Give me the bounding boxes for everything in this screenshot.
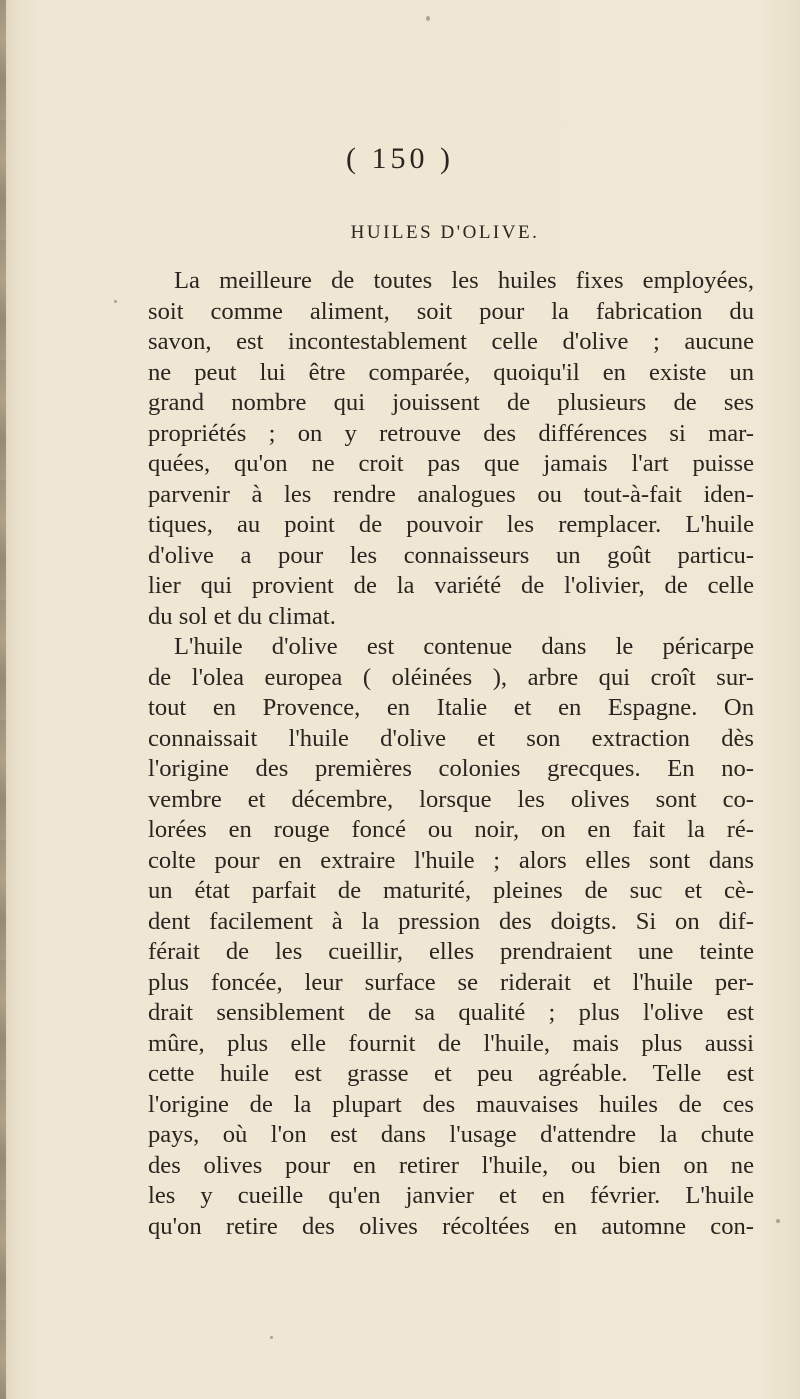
- paper-speck: [776, 1219, 780, 1223]
- page-number: ( 150 ): [346, 142, 454, 175]
- binding-edge: [0, 0, 6, 1399]
- text-line: lorées en rouge foncé ou noir, on en fait la ré-: [148, 816, 754, 843]
- body-text: [148, 266, 754, 1242]
- text-line: plus foncée, leur surface se riderait et l'huile per-: [148, 968, 754, 996]
- text-line: ne peut lui être comparée, quoiqu'il en existe un: [148, 358, 754, 386]
- text-line: cette huile est grasse et peu agréable. Telle est: [148, 1060, 754, 1087]
- text-line: de l'olea europea ( oléinées ), arbre qui croît sur-: [148, 663, 754, 691]
- text-line: pays, où l'on est dans l'usage d'attendre la chute: [148, 1121, 754, 1148]
- text-line: tiques, au point de pouvoir les remplacer. L'huile: [148, 511, 754, 538]
- text-line: dent facilement à la pression des doigts. Si on dif-: [148, 907, 754, 935]
- text-line: un état parfait de maturité, pleines de suc et cè-: [148, 877, 754, 904]
- text-line: quées, qu'on ne croit pas que jamais l'art puisse: [148, 450, 754, 477]
- text-line: drait sensiblement de sa qualité ; plus l'olive est: [148, 999, 754, 1026]
- paragraph: [148, 266, 754, 632]
- paper-speck: [114, 300, 117, 303]
- text-line: lier qui provient de la variété de l'olivier, de celle: [148, 572, 754, 599]
- text-line: des olives pour en retirer l'huile, ou bien on ne: [148, 1151, 754, 1179]
- text-line: qu'on retire des olives récoltées en automne con-: [148, 1212, 754, 1240]
- text-line: savon, est incontestablement celle d'olive ; aucune: [148, 328, 754, 355]
- text-line: mûre, plus elle fournit de l'huile, mais plus aussi: [148, 1029, 754, 1057]
- paper-speck: [270, 1336, 273, 1339]
- text-line: colte pour en extraire l'huile ; alors elles sont dans: [148, 846, 754, 874]
- paragraph: [148, 632, 754, 1242]
- text-line: La meilleure de toutes les huiles fixes employées,: [174, 267, 754, 294]
- text-line: propriétés ; on y retrouve des différences si mar-: [148, 419, 754, 447]
- text-line: connaissait l'huile d'olive et son extraction dès: [148, 724, 754, 752]
- text-line: tout en Provence, en Italie et en Espagne. On: [148, 694, 754, 721]
- text-line: vembre et décembre, lorsque les olives sont co-: [148, 785, 754, 813]
- text-line: soit comme aliment, soit pour la fabrication du: [148, 297, 754, 325]
- text-line: d'olive a pour les connaisseurs un goût particu-: [148, 541, 754, 569]
- text-line: L'huile d'olive est contenue dans le péricarpe: [174, 633, 754, 660]
- text-line: grand nombre qui jouissent de plusieurs de ses: [148, 389, 754, 416]
- paper-speck: [426, 16, 430, 21]
- text-line: du sol et du climat.: [148, 602, 336, 630]
- text-line: l'origine des premières colonies grecques. En no-: [148, 755, 754, 782]
- text-line: l'origine de la plupart des mauvaises huiles de ces: [148, 1090, 754, 1118]
- section-heading: HUILES D'OLIVE.: [350, 222, 540, 243]
- text-line: parvenir à les rendre analogues ou tout-à-fait iden-: [148, 480, 754, 508]
- text-line: férait de les cueillir, elles prendraient une teinte: [148, 938, 754, 965]
- text-line: les y cueille qu'en janvier et en février. L'huile: [148, 1182, 754, 1209]
